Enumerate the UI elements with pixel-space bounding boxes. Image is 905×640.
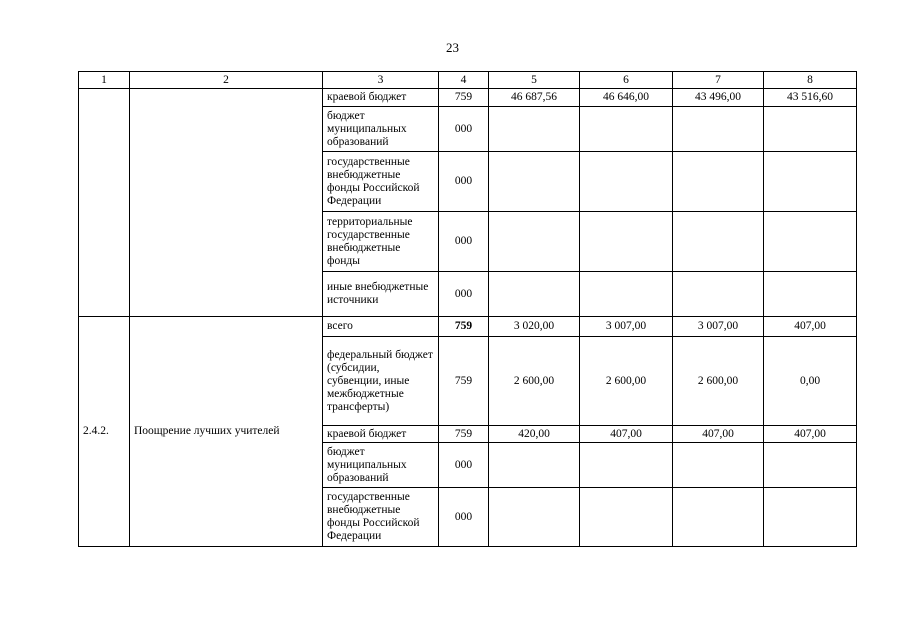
value-cell bbox=[673, 443, 764, 488]
value-cell: 3 007,00 bbox=[580, 317, 673, 337]
value-cell bbox=[580, 152, 673, 212]
item-number: 2.4.2. bbox=[79, 317, 130, 547]
value-cell: 407,00 bbox=[580, 426, 673, 443]
value-cell bbox=[489, 488, 580, 547]
value-cell bbox=[673, 212, 764, 272]
value-cell bbox=[580, 107, 673, 152]
value-cell: 407,00 bbox=[673, 426, 764, 443]
code-cell: 000 bbox=[439, 443, 489, 488]
funding-source: краевой бюджет bbox=[323, 89, 439, 107]
value-cell bbox=[673, 107, 764, 152]
value-cell bbox=[580, 488, 673, 547]
header-row bbox=[79, 72, 857, 89]
page-number: 23 bbox=[446, 40, 459, 55]
code-cell: 759 bbox=[439, 89, 489, 107]
code-cell: 000 bbox=[439, 272, 489, 317]
value-cell: 420,00 bbox=[489, 426, 580, 443]
value-cell bbox=[764, 272, 857, 317]
value-cell bbox=[489, 107, 580, 152]
value-cell: 43 516,60 bbox=[764, 89, 857, 107]
value-cell bbox=[673, 272, 764, 317]
value-cell: 43 496,00 bbox=[673, 89, 764, 107]
value-cell: 3 007,00 bbox=[673, 317, 764, 337]
value-cell bbox=[673, 152, 764, 212]
item-title: Поощрение лучших учителей bbox=[130, 317, 323, 547]
header-cell: 3 bbox=[323, 72, 439, 89]
item-title-cell bbox=[130, 89, 323, 317]
value-cell bbox=[580, 272, 673, 317]
value-cell bbox=[673, 488, 764, 547]
value-cell bbox=[764, 488, 857, 547]
value-cell bbox=[580, 443, 673, 488]
funding-source: территориальные государственные внебюджетные фонды bbox=[323, 212, 439, 272]
value-cell: 2 600,00 bbox=[673, 337, 764, 426]
code-cell: 000 bbox=[439, 107, 489, 152]
header-cell: 6 bbox=[580, 72, 673, 89]
value-cell: 46 646,00 bbox=[580, 89, 673, 107]
code-cell: 759 bbox=[439, 426, 489, 443]
funding-source: бюджет муниципальных образований bbox=[323, 443, 439, 488]
value-cell bbox=[489, 272, 580, 317]
table-row bbox=[79, 89, 857, 107]
funding-source: краевой бюджет bbox=[323, 426, 439, 443]
value-cell bbox=[489, 212, 580, 272]
funding-source: федеральный бюджет (субсидии, субвенции, иные межбюджетные трансферты) bbox=[323, 337, 439, 426]
value-cell bbox=[489, 443, 580, 488]
funding-source: бюджет муниципальных образований bbox=[323, 107, 439, 152]
header-cell: 5 bbox=[489, 72, 580, 89]
funding-source: государственные внебюджетные фонды Российской Федерации bbox=[323, 152, 439, 212]
value-cell: 46 687,56 bbox=[489, 89, 580, 107]
value-cell bbox=[764, 152, 857, 212]
value-cell bbox=[764, 443, 857, 488]
value-cell: 407,00 bbox=[764, 426, 857, 443]
funding-source: иные внебюджетные источники bbox=[323, 272, 439, 317]
funding-source: государственные внебюджетные фонды Российской Федерации bbox=[323, 488, 439, 547]
code-cell: 000 bbox=[439, 488, 489, 547]
code-cell: 000 bbox=[439, 212, 489, 272]
table-row bbox=[79, 317, 857, 337]
value-cell: 407,00 bbox=[764, 317, 857, 337]
funding-source: всего bbox=[323, 317, 439, 337]
header-cell: 4 bbox=[439, 72, 489, 89]
value-cell: 3 020,00 bbox=[489, 317, 580, 337]
code-cell: 759 bbox=[439, 317, 489, 337]
value-cell bbox=[764, 212, 857, 272]
header-cell: 8 bbox=[764, 72, 857, 89]
header-cell: 7 bbox=[673, 72, 764, 89]
budget-table bbox=[78, 71, 857, 547]
value-cell bbox=[489, 152, 580, 212]
value-cell bbox=[764, 107, 857, 152]
code-cell: 759 bbox=[439, 337, 489, 426]
value-cell: 2 600,00 bbox=[580, 337, 673, 426]
value-cell: 0,00 bbox=[764, 337, 857, 426]
header-cell: 1 bbox=[79, 72, 130, 89]
code-cell: 000 bbox=[439, 152, 489, 212]
value-cell bbox=[580, 212, 673, 272]
item-number-cell bbox=[79, 89, 130, 317]
header-cell: 2 bbox=[130, 72, 323, 89]
value-cell: 2 600,00 bbox=[489, 337, 580, 426]
